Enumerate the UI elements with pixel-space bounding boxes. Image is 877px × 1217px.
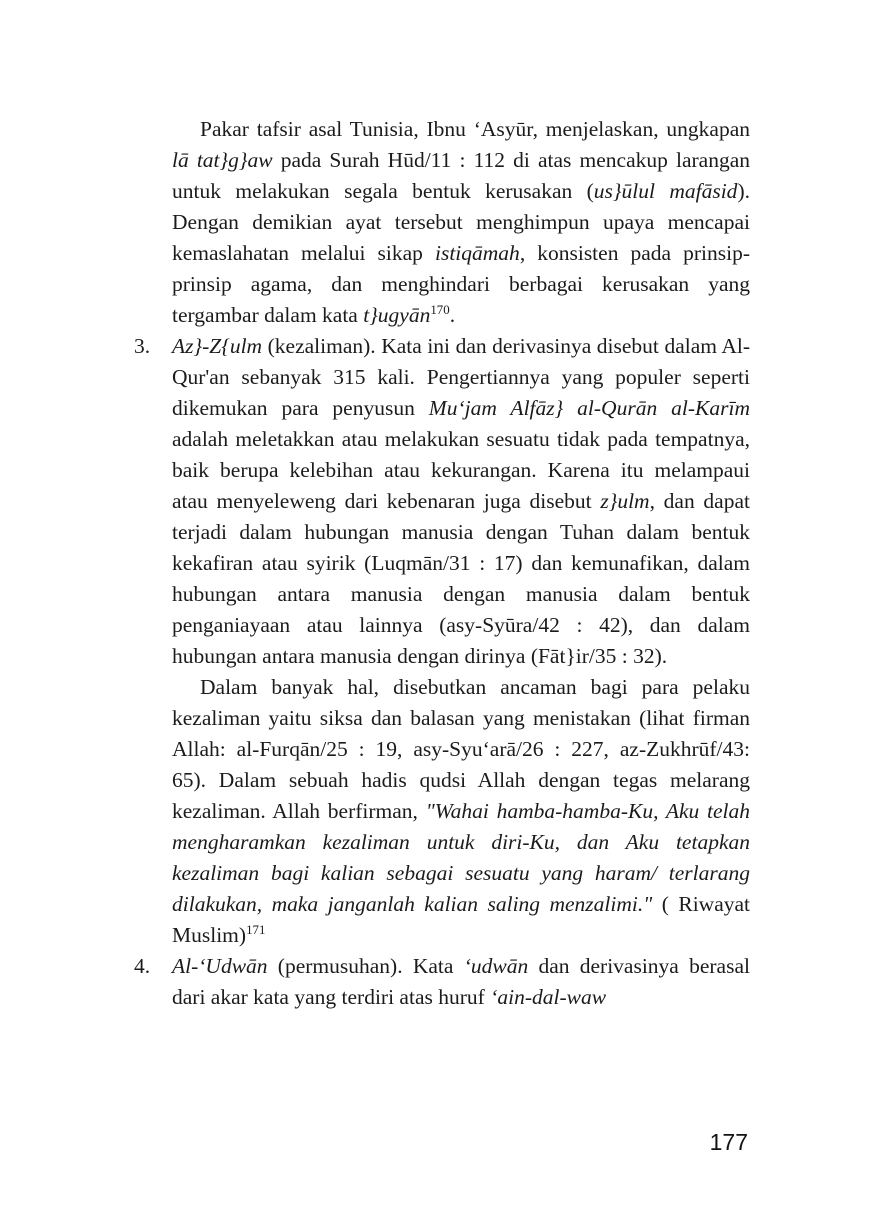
list-item: [134, 331, 750, 672]
text-run: us}ūlul mafāsid: [593, 179, 738, 203]
text-run: ( Riwayat Muslim): [172, 892, 750, 947]
text-run: Pakar tafsir asal Tunisia, Ibnu ‘Asyūr, menjelaskan, ungkapan: [200, 117, 750, 141]
text-run: Dalam banyak hal, disebutkan ancaman bagi para pelaku kezaliman yaitu siksa dan balasan yang menistakan (lihat firman Allah: al-Furqān/25 : 19, asy-Syu‘arā/26 : 227, az-Zukhrūf/43: 65). Dalam sebuah hadis qudsi Allah dengan tegas melarang kezaliman. Allah berfirman,: [172, 675, 750, 823]
text-run: t}ugyān: [363, 303, 431, 327]
text-run: pada Surah Hūd/11 : 112 di atas mencakup larangan untuk melakukan segala bentuk kerusakan (: [172, 148, 750, 203]
text-run: Mu‘jam Alfāz} al-Qurān al-Karīm: [428, 396, 750, 420]
list-item-number: 4.: [134, 954, 151, 978]
text-run: Az}-Z{ulm: [172, 334, 263, 358]
text-run: "Wahai hamba-hamba-Ku, Aku telah mengharamkan kezaliman untuk diri-Ku, dan Aku tetapkan kezaliman bagi kalian sebagai sesuatu yang haram/ terlarang dilakukan, maka janganlah kalian saling menzalimi.": [172, 799, 750, 916]
paragraph: [172, 672, 750, 951]
list-item: [134, 951, 750, 1013]
text-run: .: [449, 303, 456, 327]
text-run: , konsisten pada prinsip-prinsip agama, dan menghindari berbagai kerusakan yang tergambar dalam kata: [172, 241, 750, 327]
page-number: 177: [709, 1129, 748, 1155]
text-run: , dan dapat terjadi dalam hubungan manusia dengan Tuhan dalam bentuk kekafiran atau syirik (Luqmān/31 : 17) dan kemunafikan, dalam hubungan antara manusia dengan manusia dalam bentuk penganiayaan atau lainnya (asy-Syūra/42 : 42), dan dalam hubungan antara manusia dengan dirinya (Fāt}ir/35 : 32).: [172, 489, 750, 668]
paragraph: [172, 114, 750, 331]
footnote-reference: 171: [246, 922, 266, 937]
text-run: ‘udwān: [463, 954, 529, 978]
text-run: Al-‘Udwān: [172, 954, 268, 978]
text-run: istiqāmah: [434, 241, 520, 265]
text-block: [134, 114, 750, 1013]
footnote-reference: 170: [430, 302, 450, 317]
text-run: lā tat}g}aw: [172, 148, 273, 172]
text-run: adalah meletakkan atau melakukan sesuatu tidak pada tempatnya, baik berupa kelebihan atau kekurangan. Karena itu melampaui atau menyeleweng dari kebenaran juga disebut: [172, 427, 750, 513]
list-item-number: 3.: [134, 334, 151, 358]
text-run: ‘ain-dal-waw: [490, 985, 607, 1009]
text-run: (kezaliman). Kata ini dan derivasinya disebut dalam Al-Qur'an sebanyak 315 kali. Pengertiannya yang populer seperti dikemukan para penyusun: [172, 334, 750, 420]
text-run: ). Dengan demikian ayat tersebut menghimpun upaya mencapai kemaslahatan melalui sikap: [172, 179, 750, 265]
text-run: z}ulm: [600, 489, 650, 513]
text-run: (permusuhan). Kata: [267, 954, 464, 978]
text-run: dan derivasinya berasal dari akar kata yang terdiri atas huruf: [172, 954, 750, 1009]
